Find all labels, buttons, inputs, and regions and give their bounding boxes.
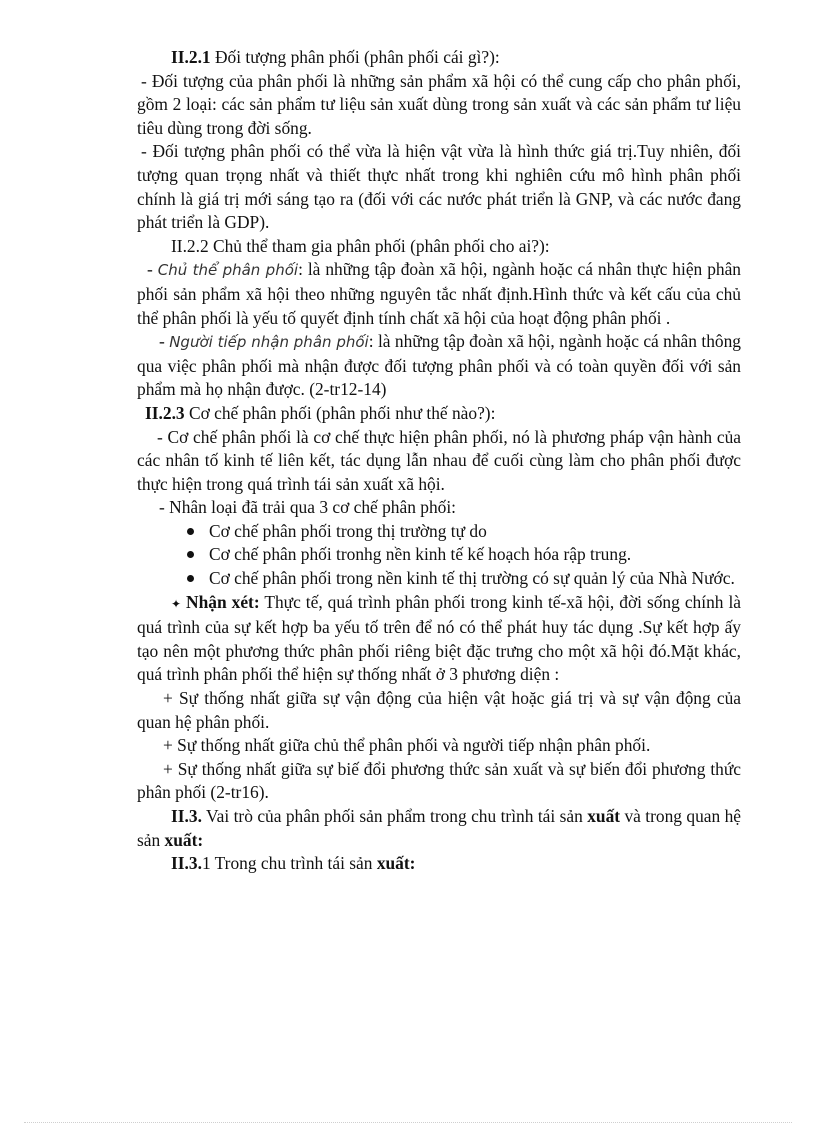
paragraph: - Nhân loại đã trải qua 3 cơ chế phân phối: bbox=[159, 497, 457, 518]
heading-2-2-2: II.2.2 Chủ thể tham gia phân phối (phân phối cho ai?): bbox=[171, 235, 550, 256]
remark-paragraph bbox=[137, 591, 741, 687]
heading-number: II.3. bbox=[171, 806, 202, 826]
list-item: Cơ chế phân phối trong thị trường tự do bbox=[209, 520, 741, 544]
paragraph: + Sự thống nhất giữa sự biế đổi phương thức sản xuất và sự biến đổi phương thức phân phối (2-tr16). bbox=[137, 758, 741, 803]
remark-label: Nhận xét: bbox=[181, 591, 260, 612]
paragraph bbox=[137, 330, 741, 402]
heading-text: 1 Trong chu trình tái sản bbox=[201, 853, 377, 874]
heading-number: II.3. bbox=[171, 853, 202, 874]
term-italic: Chủ thể phân phối bbox=[157, 261, 299, 280]
list-item: Cơ chế phân phối tronhg nền kinh tế kế hoạch hóa rập trung. bbox=[209, 543, 741, 567]
heading-2-2-1 bbox=[137, 46, 741, 70]
heading-bold-word: xuất: bbox=[164, 829, 204, 850]
list-item: Cơ chế phân phối trong nền kinh tế thị trường có sự quản lý của Nhà Nước. bbox=[209, 567, 741, 591]
paragraph: - Đối tượng phân phối có thể vừa là hiện vật vừa là hình thức giá trị.Tuy nhiên, đối tượng quan trọng nhất và thiết thực nhất trong khi nghiên cứu mô hình phân phối chính là giá trị mới sáng tạo ra (đối với các nước phát triển là GNP, và các nước đang phát triển là GDP). bbox=[137, 141, 741, 233]
paragraph-prefix: - bbox=[147, 259, 158, 280]
term-italic: Người tiếp nhận phân phối bbox=[169, 333, 369, 352]
heading-text: Đối tượng phân phối (phân phối cái gì?): bbox=[210, 47, 500, 67]
paragraph: + Sự thống nhất giữa chủ thể phân phối và người tiếp nhận phân phối. bbox=[163, 735, 651, 756]
heading-number: II.2.1 bbox=[171, 47, 211, 67]
heading-number: II.2.3 bbox=[145, 402, 185, 423]
remark-text: Thực tế, quá trình phân phối trong kinh tế-xã hội, đời sống chính là quá trình của sự kết hợp ba yếu tố trên để nó có thể phát huy tác dụng .Sự kết hợp ấy tạo nên một phương thức phân phối riêng biệt đặc trưng cho một xã hội đó.Mặt khác, quá trình phân phối thể hiện sự thống nhất ở 3 phương diện : bbox=[137, 591, 741, 685]
heading-bold-word: xuất bbox=[587, 806, 621, 826]
paragraph-text: : là những tập đoàn xã hội, ngành hoặc cá nhân thông qua việc phân phối mà nhận được đối tượng phân phối và có toàn quyền đối với sản phẩm mà họ nhận được. (2-tr12-14) bbox=[137, 331, 741, 400]
heading-2-3-1 bbox=[137, 852, 741, 876]
star-bullet-icon: ✦ bbox=[171, 596, 182, 611]
paragraph: - Cơ chế phân phối là cơ chế thực hiện phân phối, nó là phương pháp vận hành của các nhân tố kinh tế liên kết, tác dụng lẫn nhau để cuối cùng làm cho phân phối được thực hiện trong quá trình tái sản xuất xã hội. bbox=[137, 426, 741, 494]
heading-text: Cơ chế phân phối (phân phối như thế nào?): bbox=[184, 402, 496, 423]
paragraph: + Sự thống nhất giữa sự vận động của hiện vật hoặc giá trị và sự vận động của quan hệ phân phối. bbox=[137, 688, 741, 732]
heading-bold-word: xuất: bbox=[376, 853, 416, 874]
paragraph-prefix: - bbox=[159, 331, 170, 352]
heading-text: và trong quan hệ sản bbox=[137, 806, 741, 850]
paragraph: - Đối tượng của phân phối là những sản phẩm xã hội có thể cung cấp cho phân phối, gồm 2 loại: các sản phẩm tư liệu sản xuất dùng trong sản xuất và các sản phẩm tư liệu tiêu dùng trong đời sống. bbox=[137, 70, 741, 138]
paragraph bbox=[137, 258, 741, 330]
heading-2-3 bbox=[137, 805, 741, 852]
paragraph-text: : là những tập đoàn xã hội, ngành hoặc cá nhân thực hiện phân phối sản phẩm xã hội theo những nguyên tắc nhất định.Hình thức và kết cấu của chủ thể phân phối là yếu tố quyết định tính chất xã hội của hoạt động phân phối . bbox=[137, 259, 741, 328]
bullet-list bbox=[137, 520, 741, 591]
heading-text: Vai trò của phân phối sản phẩm trong chu trình tái sản bbox=[201, 806, 588, 826]
document-page bbox=[137, 46, 741, 876]
heading-2-2-3 bbox=[137, 402, 741, 426]
